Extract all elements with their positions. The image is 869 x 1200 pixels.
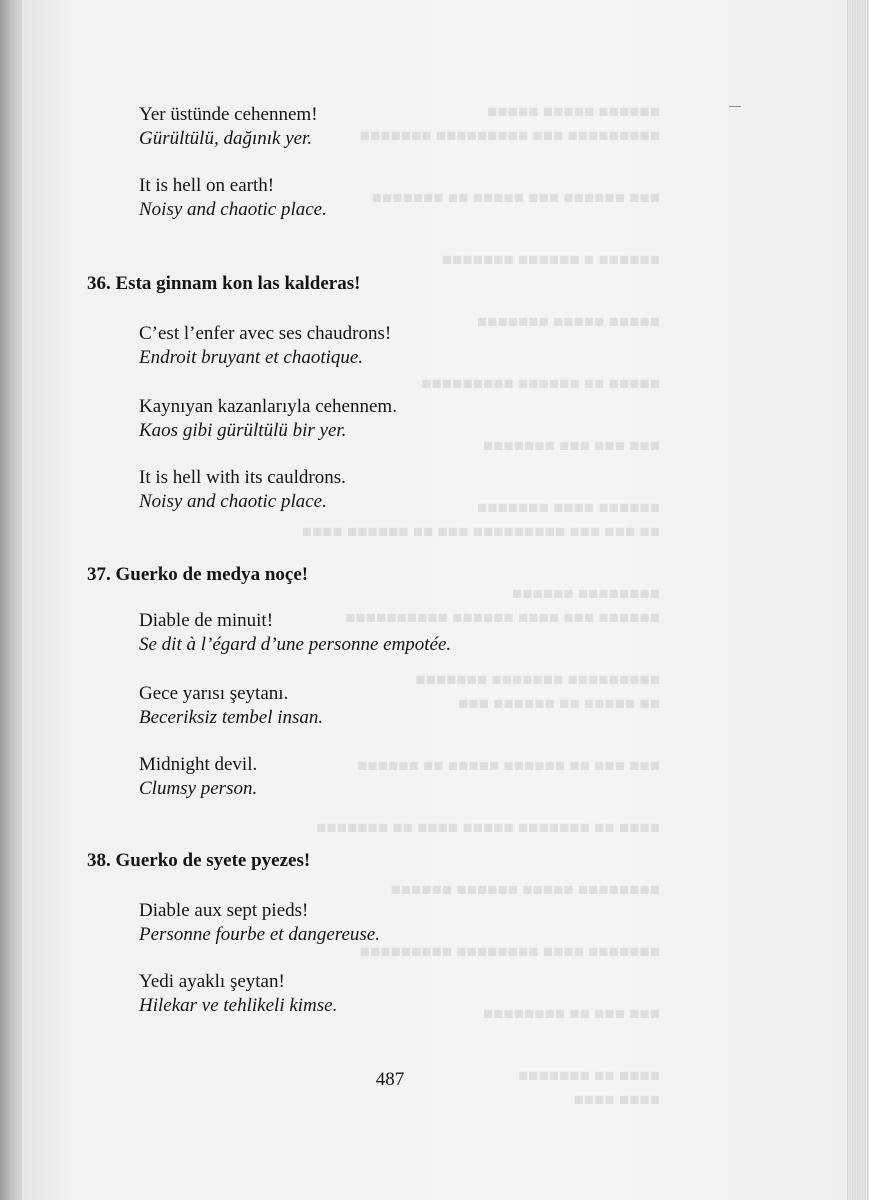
turkish-gloss: Gürültülü, dağınık yer.: [139, 128, 313, 149]
entry-36-heading: 36. Esta ginnam kon las kalderas!: [87, 273, 361, 294]
entry-37-english: [139, 753, 659, 801]
entry-36-turkish: [139, 395, 659, 443]
page-number: 487: [375, 1069, 405, 1090]
entry-35-turkish: [139, 103, 659, 151]
entry-36-english: [139, 466, 659, 514]
english-line: Midnight devil.: [139, 754, 258, 775]
french-gloss: Se dit à l’égard d’une personne empotée.: [139, 634, 452, 655]
entry-38-heading: 38. Guerko de syete pyezes!: [87, 850, 311, 871]
entry-37-french: [139, 609, 659, 657]
turkish-gloss: Hilekar ve tehlikeli kimse.: [139, 995, 338, 1016]
english-line: It is hell with its cauldrons.: [139, 467, 346, 488]
entry-37-turkish: [139, 682, 659, 730]
entry-37-heading: 37. Guerko de medya noçe!: [87, 564, 309, 585]
turkish-line: Gece yarısı şeytanı.: [139, 683, 289, 704]
entry-35-english: [139, 174, 659, 222]
english-gloss: Noisy and chaotic place.: [139, 491, 327, 512]
turkish-line: Kaynıyan kazanlarıyla cehennem.: [139, 396, 397, 417]
entry-38-turkish: [139, 970, 659, 1018]
entry-38-french: [139, 899, 659, 947]
french-gloss: Personne fourbe et dangereuse.: [139, 924, 380, 945]
english-gloss: Noisy and chaotic place.: [139, 199, 327, 220]
french-line: Diable de minuit!: [139, 610, 274, 631]
french-gloss: Endroit bruyant et chaotique.: [139, 347, 364, 368]
turkish-gloss: Beceriksiz tembel insan.: [139, 707, 324, 728]
turkish-gloss: Kaos gibi gürültülü bir yer.: [139, 420, 347, 441]
turkish-line: Yedi ayaklı şeytan!: [139, 971, 285, 992]
english-line: It is hell on earth!: [139, 175, 275, 196]
english-gloss: Clumsy person.: [139, 778, 258, 799]
turkish-line: Yer üstünde cehennem!: [139, 104, 318, 125]
entry-36-french: [139, 322, 659, 370]
french-line: C’est l’enfer avec ses chaudrons!: [139, 323, 392, 344]
french-line: Diable aux sept pieds!: [139, 900, 309, 921]
